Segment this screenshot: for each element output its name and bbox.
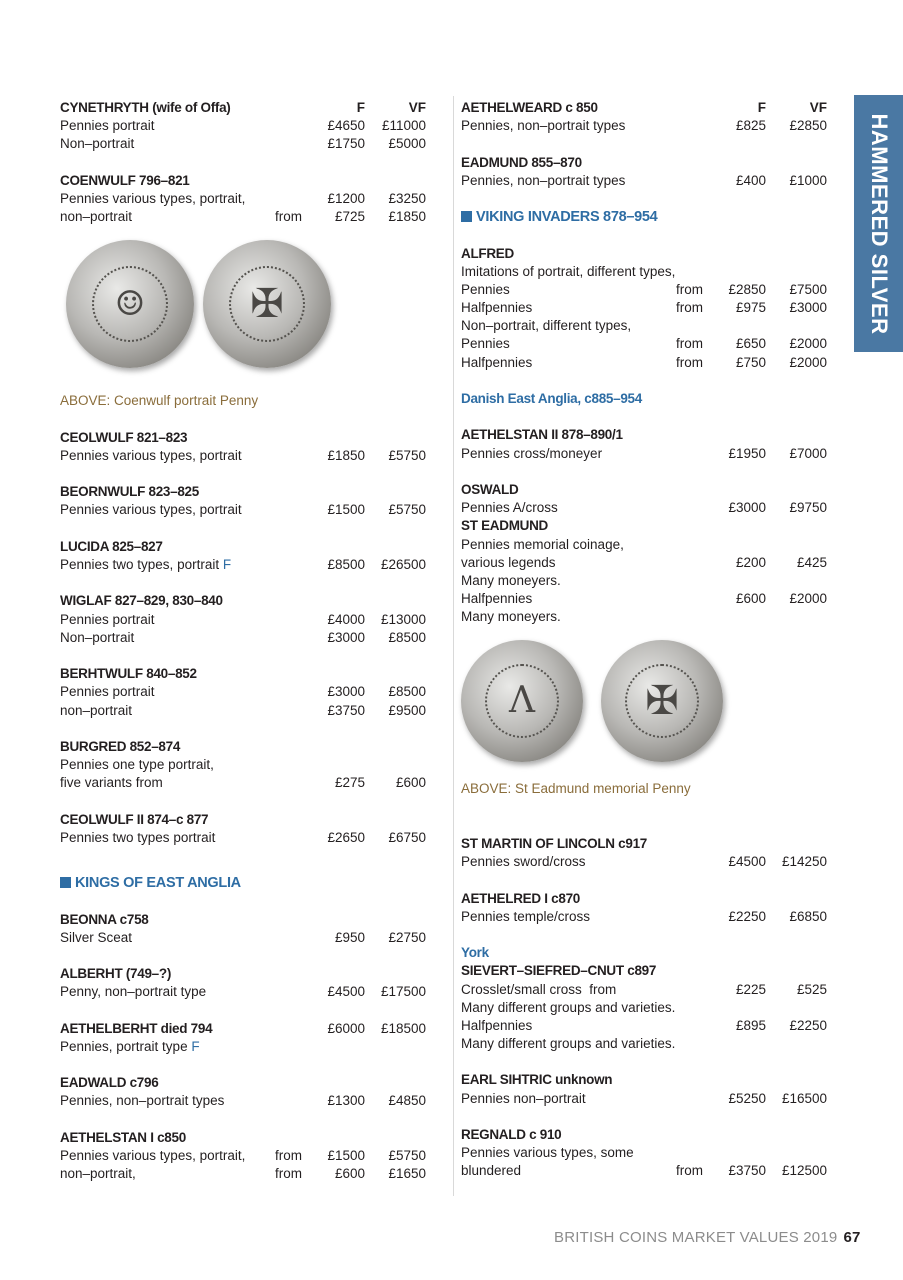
price-row — [60, 556, 426, 574]
price-row — [60, 447, 426, 465]
coin-description: Pennies sword/cross — [461, 854, 586, 870]
page-footer — [554, 1229, 861, 1246]
price-row — [461, 1144, 827, 1162]
ruler-name: CYNETHRYTH (wife of Offa) — [60, 100, 231, 115]
price-row — [461, 354, 827, 372]
price-vf: £1650 — [388, 1166, 426, 1182]
price-row — [461, 299, 827, 317]
entry-heading — [60, 965, 426, 983]
right-column — [461, 99, 827, 1181]
price-row — [461, 981, 827, 999]
price-vf: £425 — [796, 554, 827, 570]
price-row — [461, 999, 827, 1017]
price-row — [461, 317, 827, 335]
price-vf: £12500 — [781, 1163, 827, 1179]
entry-heading — [60, 811, 426, 829]
price-vf: £14250 — [781, 854, 827, 870]
coin-description: non–portrait, — [60, 1166, 136, 1182]
price-row — [461, 590, 827, 608]
price-f: £975 — [735, 300, 766, 316]
price-vf: £6850 — [789, 908, 827, 924]
price-row — [60, 774, 426, 792]
price-vf: £1000 — [789, 172, 827, 188]
column-divider — [453, 96, 454, 1196]
ruler-name: ALFRED — [461, 245, 514, 261]
price-vf: £2850 — [789, 118, 827, 134]
ruler-name: AETHELBERHT died 794 — [60, 1020, 213, 1036]
price-f: £3000 — [327, 629, 365, 645]
price-row — [60, 629, 426, 647]
price-f: £600 — [334, 1166, 365, 1182]
price-f: £1200 — [327, 190, 365, 206]
description-text: Pennies, portrait type — [60, 1038, 192, 1054]
coin-description: Pennies non–portrait — [461, 1090, 586, 1106]
entry-heading — [60, 1074, 426, 1092]
price-row — [461, 1090, 827, 1108]
entry-heading — [461, 481, 827, 499]
price-vf: £2000 — [789, 591, 827, 607]
coin-description: Pennies — [461, 281, 510, 297]
coin-description: Pennies A/cross — [461, 500, 558, 516]
price-f: £1500 — [327, 502, 365, 518]
coin-description: Pennies, non–portrait types — [461, 118, 626, 134]
ruler-name: SIEVERT–SIEFRED–CNUT c897 — [461, 963, 657, 979]
price-f: £600 — [735, 591, 766, 607]
price-vf: £3250 — [388, 190, 426, 206]
price-f: £825 — [735, 118, 766, 134]
price-vf: £7000 — [789, 445, 827, 461]
price-f: £2250 — [728, 908, 766, 924]
coin-description: Pennies temple/cross — [461, 908, 591, 924]
price-f: £1950 — [728, 445, 766, 461]
from-label: from — [676, 300, 703, 316]
coin-description: five variants from — [60, 775, 163, 791]
from-label: from — [676, 1163, 703, 1179]
section-square-icon — [60, 877, 71, 888]
price-row — [461, 1035, 827, 1053]
price-vf: £3000 — [789, 300, 827, 316]
entry-heading — [461, 890, 827, 908]
entry-heading — [60, 665, 426, 683]
fdc-mark: F — [191, 1038, 200, 1054]
description-text: Pennies two types, portrait — [60, 557, 223, 572]
entry-heading — [60, 538, 426, 556]
price-vf: £1850 — [388, 209, 426, 225]
ruler-name: COENWULF 796–821 — [60, 172, 190, 188]
coin-description: Pennies portrait — [60, 684, 155, 700]
price-row — [461, 263, 827, 281]
ruler-name: REGNALD c 910 — [461, 1127, 562, 1142]
price-row — [60, 117, 426, 135]
price-row — [461, 281, 827, 299]
caption-text: ABOVE: Coenwulf portrait Penny — [60, 393, 259, 409]
entry-heading — [60, 483, 426, 501]
price-f: £2650 — [327, 829, 365, 845]
publication-title: BRITISH COINS MARKET VALUES 2019 — [554, 1229, 838, 1246]
price-f: £5250 — [728, 1090, 766, 1106]
entry-heading — [461, 1126, 827, 1144]
price-vf: £8500 — [388, 629, 426, 645]
price-vf: £26500 — [380, 557, 426, 572]
section-heading-east-anglia — [60, 874, 426, 892]
price-f: £3750 — [728, 1163, 766, 1179]
price-vf: £5750 — [388, 502, 426, 518]
ruler-name: CEOLWULF 821–823 — [60, 429, 188, 445]
price-row — [461, 172, 827, 190]
price-vf: £9750 — [789, 500, 827, 516]
ruler-name: EADWALD c796 — [60, 1075, 159, 1091]
price-row — [60, 829, 426, 847]
entry-heading — [60, 1020, 426, 1038]
price-vf: £9500 — [388, 702, 426, 718]
side-tab-label: HAMMERED SILVER — [866, 113, 892, 334]
price-vf: £2750 — [388, 929, 426, 945]
entry-heading — [60, 99, 426, 117]
price-vf: £6750 — [388, 829, 426, 845]
price-row — [60, 1165, 426, 1183]
coin-description — [60, 556, 231, 574]
price-vf: £11000 — [381, 118, 426, 134]
from-label: from — [275, 1148, 302, 1163]
price-f: £2850 — [728, 281, 766, 297]
price-f: £3000 — [327, 684, 365, 700]
price-row — [60, 756, 426, 774]
image-caption — [461, 780, 827, 798]
section-side-tab — [854, 95, 903, 352]
ruler-name: WIGLAF 827–829, 830–840 — [60, 593, 223, 609]
from-label: from — [275, 209, 302, 225]
section-title: VIKING INVADERS 878–954 — [476, 209, 658, 226]
ruler-name: LUCIDA 825–827 — [60, 538, 163, 554]
grade-f-header: F — [356, 100, 365, 115]
price-row — [461, 608, 827, 626]
price-row — [60, 501, 426, 519]
coin-description: Pennies, non–portrait types — [60, 1093, 225, 1109]
coin-description: Pennies — [461, 336, 510, 352]
price-row — [60, 208, 426, 226]
price-f: £6000 — [327, 1020, 365, 1036]
price-f: £275 — [334, 775, 365, 791]
coin-reverse-image: ✠ — [601, 640, 723, 762]
ruler-name: AETHELRED I c870 — [461, 890, 580, 906]
page-number: 67 — [843, 1229, 861, 1246]
price-f: £4500 — [327, 984, 365, 1000]
coin-description: Pennies two types portrait — [60, 829, 216, 845]
coin-description: Non–portrait, different types, — [461, 318, 632, 334]
subheading-text: York — [461, 945, 489, 961]
price-f: £8500 — [327, 557, 365, 572]
grade-f-header: F — [757, 100, 766, 115]
entry-heading — [461, 1071, 827, 1089]
price-f: £725 — [334, 209, 365, 225]
price-row — [461, 445, 827, 463]
from-label: from — [676, 281, 703, 297]
price-f: £1500 — [327, 1148, 365, 1163]
price-vf: £5750 — [388, 1148, 426, 1163]
coin-description: Many moneyers. — [461, 572, 561, 588]
coenwulf-coin-photo — [60, 240, 426, 392]
coin-obverse-image: ☺ — [66, 240, 194, 368]
coin-description: non–portrait — [60, 702, 133, 718]
price-vf: £2250 — [789, 1017, 827, 1033]
price-vf: £17500 — [380, 984, 426, 1000]
coin-description: Silver Sceat — [60, 929, 133, 945]
ruler-name: ALBERHT (749–?) — [60, 966, 172, 982]
entry-heading — [60, 592, 426, 610]
ruler-name: EADMUND 855–870 — [461, 154, 582, 170]
left-column — [60, 99, 426, 1183]
price-f: £1850 — [327, 447, 365, 463]
price-row — [60, 702, 426, 720]
from-label: from — [676, 336, 703, 352]
price-row — [461, 572, 827, 590]
coin-description: Pennies portrait — [60, 611, 155, 627]
ruler-name: AETHELSTAN I c850 — [60, 1129, 186, 1145]
coin-description: Pennies various types, some — [461, 1145, 634, 1161]
coin-description: Crosslet/small cross from — [461, 981, 617, 997]
price-f: £750 — [735, 354, 766, 370]
coin-reverse-image: ✠ — [203, 240, 331, 368]
price-vf: £5750 — [388, 447, 426, 463]
price-vf: £2000 — [789, 336, 827, 352]
price-row — [60, 135, 426, 153]
price-row — [461, 335, 827, 353]
entry-heading — [60, 429, 426, 447]
coin-description: blundered — [461, 1163, 522, 1179]
price-f: £4500 — [728, 854, 766, 870]
entry-heading — [461, 517, 827, 535]
section-heading-viking — [461, 208, 827, 226]
price-vf: £5000 — [388, 136, 426, 152]
price-row — [461, 499, 827, 517]
price-vf: £8500 — [388, 684, 426, 700]
price-vf: £525 — [796, 981, 827, 997]
price-row — [461, 853, 827, 871]
price-vf: £16500 — [781, 1090, 827, 1106]
price-f: £200 — [735, 554, 766, 570]
coin-description: Pennies portrait — [60, 118, 155, 134]
price-f: £950 — [334, 929, 365, 945]
price-f: £225 — [735, 981, 766, 997]
coin-description: Pennies various types, portrait, — [60, 1148, 246, 1163]
coin-description: Pennies various types, portrait — [60, 502, 242, 518]
price-f: £650 — [735, 336, 766, 352]
coin-description: Penny, non–portrait type — [60, 984, 207, 1000]
st-eadmund-coin-photo — [461, 640, 827, 780]
entry-heading — [60, 738, 426, 756]
coin-description: Many different groups and varieties. — [461, 999, 676, 1015]
price-row — [60, 190, 426, 208]
section-title: KINGS OF EAST ANGLIA — [75, 875, 241, 892]
price-row — [60, 1038, 426, 1056]
entry-heading — [461, 245, 827, 263]
ruler-name: BEORNWULF 823–825 — [60, 484, 199, 500]
caption-text: ABOVE: St Eadmund memorial Penny — [461, 781, 691, 797]
ruler-name: BERHTWULF 840–852 — [60, 666, 197, 682]
coin-description: Non–portrait — [60, 629, 135, 645]
price-f: £1300 — [327, 1093, 365, 1109]
price-row — [461, 117, 827, 135]
ruler-name: BEONNA c758 — [60, 911, 149, 927]
coin-obverse-image: Λ — [461, 640, 583, 762]
price-vf: £2000 — [789, 354, 827, 370]
grade-vf-header: VF — [408, 100, 426, 115]
coin-description: Halfpennies — [461, 591, 533, 607]
price-row — [60, 683, 426, 701]
grade-vf-header: VF — [809, 100, 827, 115]
ruler-name: AETHELSTAN II 878–890/1 — [461, 427, 623, 443]
entry-heading — [461, 835, 827, 853]
price-vf: £13000 — [380, 611, 426, 627]
coin-description: Non–portrait — [60, 136, 135, 152]
price-f: £4650 — [327, 118, 365, 134]
price-row — [60, 611, 426, 629]
entry-heading — [461, 99, 827, 117]
coin-description: Many moneyers. — [461, 609, 561, 625]
entry-heading — [461, 426, 827, 444]
price-f: £3000 — [728, 500, 766, 516]
price-vf: £7500 — [789, 281, 827, 297]
ruler-name: BURGRED 852–874 — [60, 738, 181, 754]
coin-description: various legends — [461, 554, 556, 570]
coin-description: Halfpennies — [461, 300, 533, 316]
price-f: £4000 — [327, 611, 365, 627]
subheading-york — [461, 944, 827, 962]
ruler-name: EARL SIHTRIC unknown — [461, 1072, 613, 1088]
entry-heading — [60, 911, 426, 929]
image-caption — [60, 392, 426, 410]
coin-description: Halfpennies — [461, 354, 533, 370]
ruler-name: OSWALD — [461, 481, 519, 497]
price-row — [461, 554, 827, 572]
ruler-name: AETHELWEARD c 850 — [461, 100, 598, 115]
fdc-mark: F — [222, 557, 232, 572]
entry-heading — [461, 154, 827, 172]
price-row — [60, 1147, 426, 1165]
from-label: from — [676, 354, 703, 370]
price-row — [461, 1017, 827, 1035]
coin-description — [60, 1038, 200, 1056]
price-vf: £4850 — [388, 1093, 426, 1109]
ruler-name: ST EADMUND — [461, 518, 548, 534]
coin-description: Imitations of portrait, different types, — [461, 263, 676, 279]
section-square-icon — [461, 211, 472, 222]
price-vf: £18500 — [380, 1020, 426, 1036]
price-row — [60, 983, 426, 1001]
entry-heading — [461, 962, 827, 980]
subheading-danish-east-anglia — [461, 390, 827, 408]
price-row — [60, 1092, 426, 1110]
from-label: from — [275, 1166, 302, 1182]
price-f: £1750 — [327, 136, 365, 152]
price-f: £3750 — [327, 702, 365, 718]
price-f: £400 — [735, 172, 766, 188]
coin-description: Halfpennies — [461, 1017, 533, 1033]
coin-description: Pennies one type portrait, — [60, 757, 214, 773]
subheading-text: Danish East Anglia, c885–954 — [461, 391, 642, 406]
price-row — [60, 929, 426, 947]
price-row — [461, 908, 827, 926]
coin-description: Pennies memorial coinage, — [461, 536, 624, 552]
coin-description: Pennies various types, portrait — [60, 447, 242, 463]
price-vf: £600 — [395, 775, 426, 791]
entry-heading — [60, 1129, 426, 1147]
coin-description: Pennies cross/moneyer — [461, 445, 603, 461]
coin-description: non–portrait — [60, 209, 133, 225]
price-row — [461, 536, 827, 554]
coin-description: Pennies, non–portrait types — [461, 172, 626, 188]
ruler-name: CEOLWULF II 874–c 877 — [60, 811, 209, 827]
ruler-name: ST MARTIN OF LINCOLN c917 — [461, 836, 648, 851]
coin-description: Pennies various types, portrait, — [60, 190, 246, 206]
price-row — [461, 1162, 827, 1180]
price-f: £895 — [735, 1017, 766, 1033]
entry-heading — [60, 172, 426, 190]
coin-description: Many different groups and varieties. — [461, 1036, 676, 1052]
